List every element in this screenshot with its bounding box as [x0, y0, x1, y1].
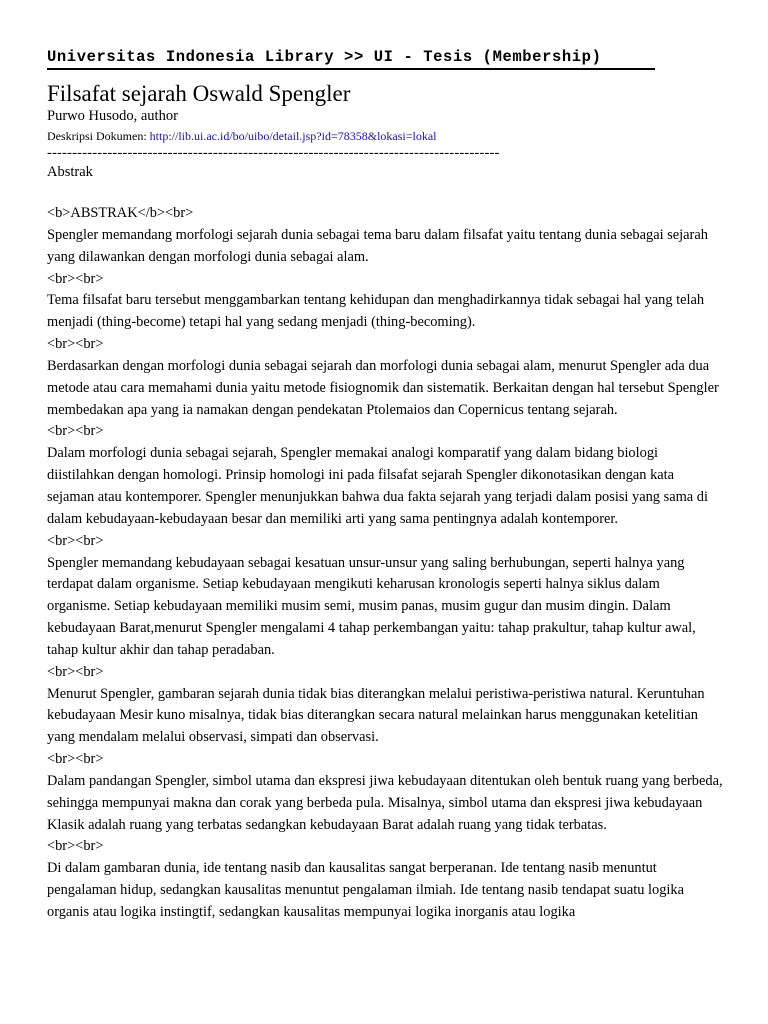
library-breadcrumb[interactable]: Universitas Indonesia Library >> UI - Tesis (Membership)	[47, 48, 602, 66]
abstract-line: <br><br>	[47, 838, 104, 855]
abstract-paragraph: Dalam pandangan Spengler, simbol utama dan ekspresi jiwa kebudayaan ditentukan oleh bentuk ruang yang berbeda, sehingga mempunyai makna dan corak yang berbeda pula. Misalnya, simbol utama dan ekspresi jiwa kebudayaan Klasik adalah ruang yang terbatas sedangkan kebudayaan Barat adalah ruang yang tidak terbatas.	[47, 772, 723, 833]
separator-line: ------------------------------------------------------------------------------------------	[47, 145, 500, 161]
abstract-paragraph: Dalam morfologi dunia sebagai sejarah, Spengler memakai analogi komparatif yang dalam bidang biologi diistilahkan dengan homologi. Prinsip homologi ini pada filsafat sejarah Spengler dikonotasikan dengan kata sejaman atau kontemporer. Spengler menunjukkan bahwa dua fakta sejarah yang terjadi dalam posisi yang sama di dalam kebudayaan-kebudayaan besar dan memiliki arti yang sama pentingnya adalah kontemporer.	[47, 445, 708, 527]
description-link[interactable]: http://lib.ui.ac.id/bo/uibo/detail.jsp?id=78358&lokasi=lokal	[149, 129, 437, 143]
abstract-line: <br><br>	[47, 270, 104, 287]
header-underline	[47, 68, 655, 70]
abstract-heading: Abstrak	[47, 164, 93, 180]
abstract-body	[47, 203, 723, 924]
abstract-paragraph: Menurut Spengler, gambaran sejarah dunia tidak bias diterangkan melalui peristiwa-peristiwa natural. Keruntuhan kebudayaan Mesir kuno misalnya, tidak bias diterangkan secara natural melainkan harus menggunakan ketelitian yang mendalam melalui observasi, simpati dan observasi.	[47, 685, 705, 746]
document-title: Filsafat sejarah Oswald Spengler	[47, 81, 351, 106]
abstract-line: <br><br>	[47, 532, 104, 549]
abstract-line: <br><br>	[47, 423, 104, 440]
abstract-paragraph: Spengler memandang morfologi sejarah dunia sebagai tema baru dalam filsafat yaitu tentang dunia sebagai sejarah yang dilawankan dengan morfologi dunia sebagai alam.	[47, 226, 708, 265]
abstract-paragraph: Di dalam gambaran dunia, ide tentang nasib dan kausalitas sangat berperanan. Ide tentang nasib menuntut pengalaman hidup, sedangkan kausalitas menuntut pengalaman ilmiah. Ide tentang nasib tendapat suatu logika organis atau logika instingtif, sedangkan kausalitas mempunyai logika inorganis atau logika	[47, 860, 685, 920]
abstract-line: <br><br>	[47, 336, 104, 353]
abstract-line: <br><br>	[47, 663, 104, 680]
abstract-paragraph: Tema filsafat baru tersebut menggambarkan tentang kehidupan dan menghadirkannya tidak sebagai hal yang telah menjadi (thing-become) tetapi hal yang sedang menjadi (thing-becoming).	[47, 292, 705, 331]
description-label: Deskripsi Dokumen:	[47, 129, 150, 143]
abstract-line: <br><br>	[47, 751, 104, 768]
abstract-line: <b>ABSTRAK</b><br>	[47, 205, 194, 221]
abstract-paragraph: Spengler memandang kebudayaan sebagai kesatuan unsur-unsur yang saling berhubungan, seperti halnya yang terdapat dalam organisme. Setiap kebudayaan mengikuti keharusan kronologis seperti halnya siklus dalam organisme. Setiap kebudayaan memiliki musim semi, musim panas, musim gugur dan musim dingin. Dalam kebudayaan Barat,menurut Spengler mengalami 4 tahap perkembangan yaitu: tahap prakultur, tahap kultur awal, tahap kultur akhir dan tahap peradaban.	[47, 554, 696, 658]
document-author: Purwo Husodo, author	[47, 108, 178, 124]
description-row	[47, 128, 437, 144]
abstract-paragraph: Berdasarkan dengan morfologi dunia sebagai sejarah dan morfologi dunia sebagai alam, menurut Spengler ada dua metode atau cara memahami dunia yaitu metode fisiognomik dan sistematik. Berkaitan dengan hal tersebut Spengler membedakan apa yang ia namakan dengan pendekatan Ptolemaios dan Copernicus tentang sejarah.	[47, 357, 719, 418]
